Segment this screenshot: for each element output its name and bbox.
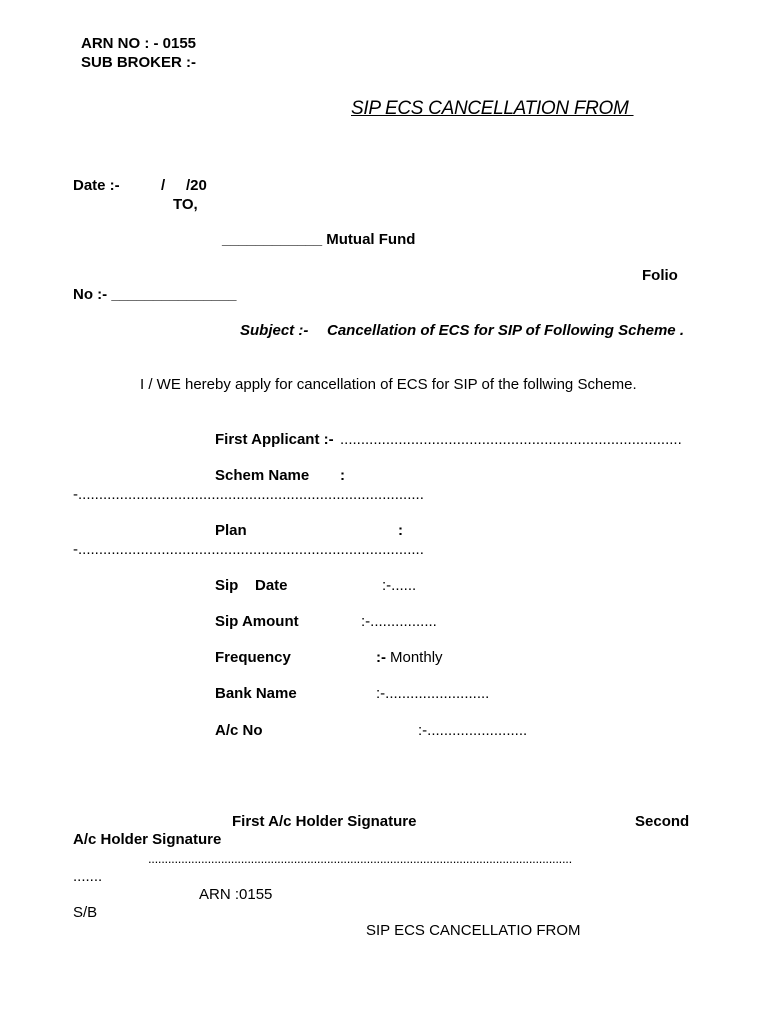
plan-label: Plan	[215, 522, 247, 539]
frequency-value: Monthly	[390, 649, 443, 666]
footer-arn: ARN :0155	[199, 886, 273, 903]
first-holder-signature-label: First A/c Holder Signature	[232, 813, 417, 830]
date-value: / /20	[161, 177, 207, 194]
arn-number: ARN NO : - 0155	[81, 35, 197, 52]
signature-dots-line-2: .......	[73, 868, 103, 885]
body-text: I / WE hereby apply for cancellation of ECS for SIP of the follwing Scheme.	[140, 376, 637, 393]
form-title: SIP ECS CANCELLATION FROM	[351, 98, 634, 119]
sip-date-label: Sip Date	[215, 577, 288, 594]
date-label: Date :-	[73, 177, 120, 194]
bank-name-value: :-.........................	[376, 685, 490, 702]
second-holder-signature-label-part1: Second	[635, 813, 690, 830]
folio-label: Folio	[642, 267, 678, 284]
sub-broker-label: SUB BROKER :-	[81, 54, 196, 71]
footer-sub-broker: S/B	[73, 904, 98, 921]
sip-amount-value: :-................	[361, 613, 437, 630]
scheme-name-label: Schem Name	[215, 467, 310, 484]
sip-amount-label: Sip Amount	[215, 613, 299, 630]
sip-date-value: :-......	[382, 577, 417, 594]
footer-form-title: SIP ECS CANCELLATIO FROM	[366, 922, 581, 939]
subject-text: Cancellation of ECS for SIP of Following Scheme .	[327, 322, 684, 339]
frequency-separator: :-	[376, 649, 386, 666]
second-holder-signature-label-part2: A/c Holder Signature	[73, 831, 222, 848]
plan-colon: :	[398, 522, 403, 539]
bank-name-label: Bank Name	[215, 685, 297, 702]
signature-dots-line: ................................................................................................................................	[148, 851, 572, 866]
to-label: TO,	[173, 196, 198, 213]
subject-label: Subject :-	[240, 322, 309, 339]
mutual-fund-line: ____________ Mutual Fund	[222, 231, 416, 248]
scheme-name-value: -...................................................................................	[73, 486, 424, 503]
scheme-name-colon: :	[340, 467, 345, 484]
plan-value: -...................................................................................	[73, 541, 424, 558]
ac-no-label: A/c No	[215, 722, 263, 739]
first-applicant-label: First Applicant :-	[215, 431, 334, 448]
frequency-label: Frequency	[215, 649, 291, 666]
folio-number-line: No :- _______________	[73, 286, 237, 303]
ac-no-value: :-........................	[418, 722, 528, 739]
first-applicant-value: ..................................................................................	[340, 431, 682, 448]
